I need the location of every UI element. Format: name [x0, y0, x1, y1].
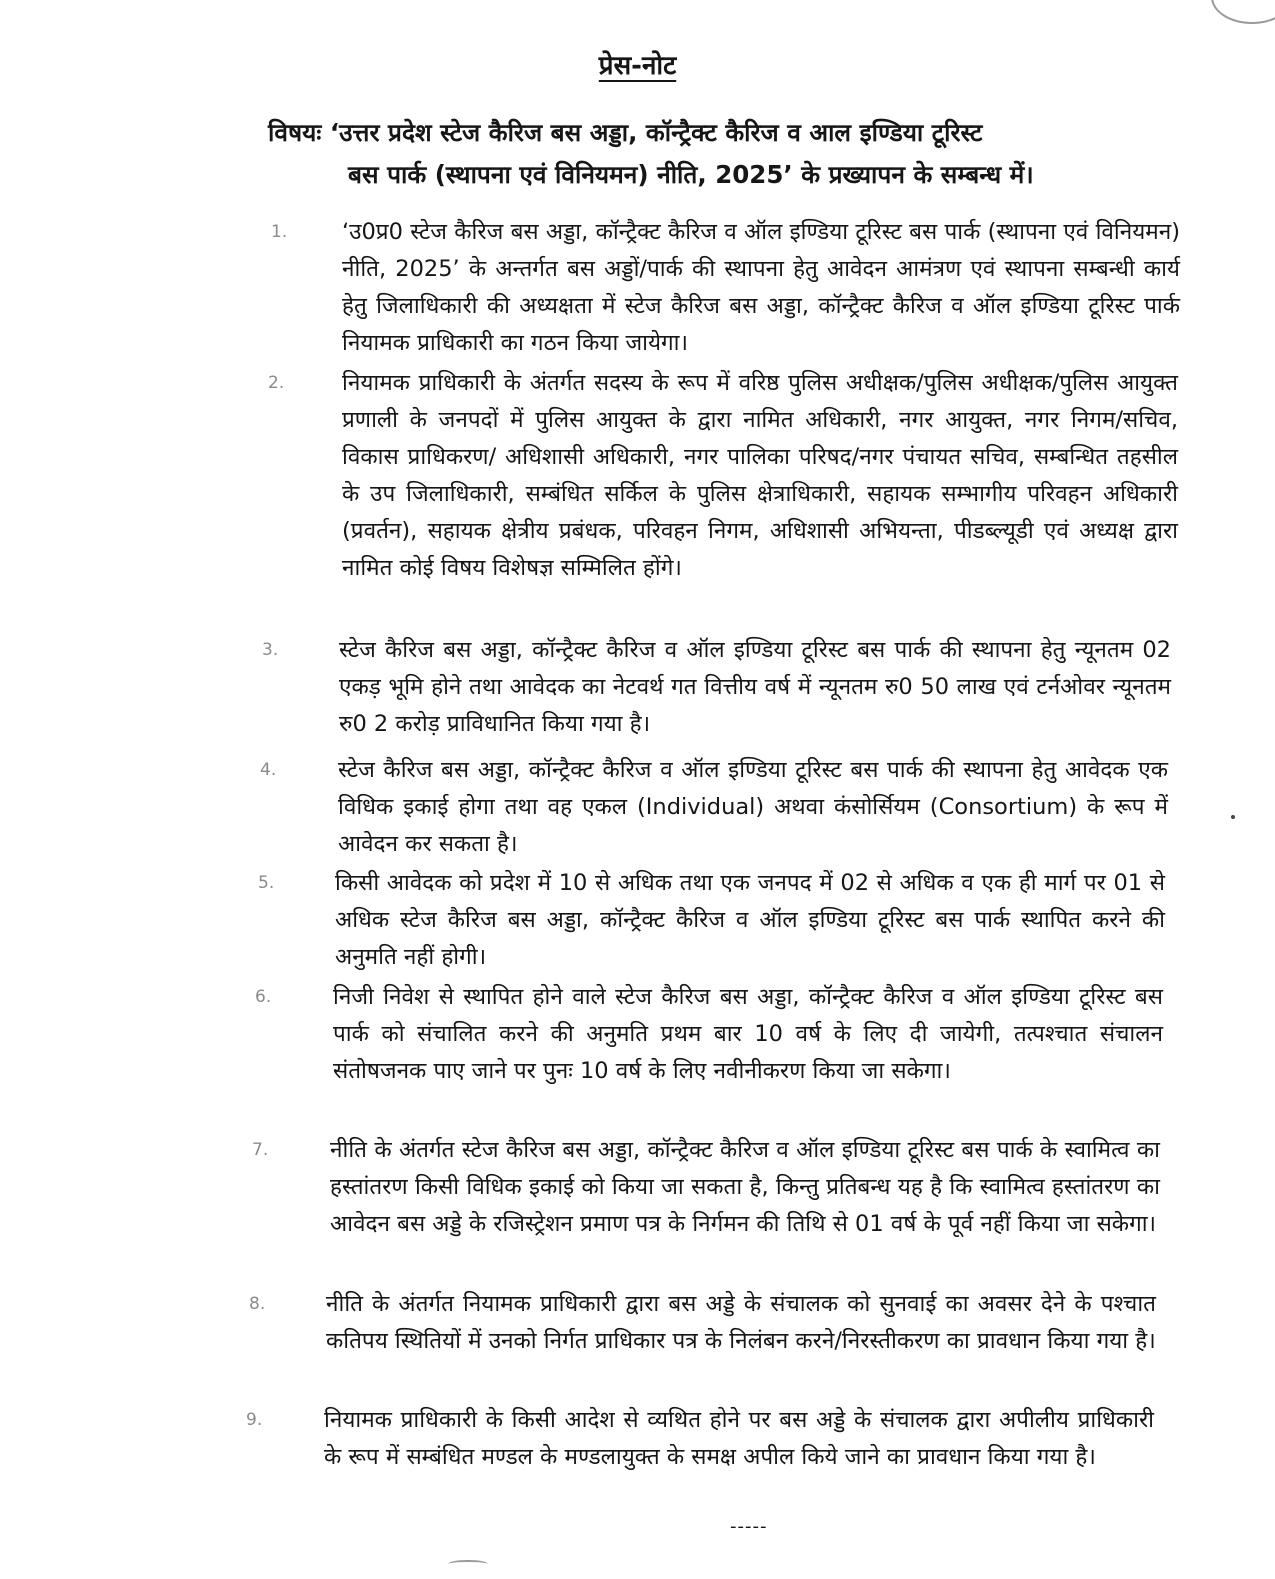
item-text: किसी आवेदक को प्रदेश में 10 से अधिक तथा एक जनपद में 02 से अधिक व एक ही मार्ग पर 01 से अधिक स्टेज कैरिज बस अड्डा, कॉन्ट्रैक्ट कैरिज व ऑल इण्डिया टूरिस्ट बस पार्क स्थापित करने की अनुमति नहीं होगी। [335, 870, 1165, 970]
item-text: स्टेज कैरिज बस अड्डा, कॉन्ट्रैक्ट कैरिज व ऑल इण्डिया टूरिस्ट बस पार्क की स्थापना हेतु न्यूनतम 02 एकड़ भूमि होने तथा आवेदक का नेटवर्थ गत वित्तीय वर्ष में न्यूनतम रु0 50 लाख एवं टर्नओवर न्यूनतम रु0 2 करोड़ प्राविधानित किया गया है। [339, 637, 1171, 737]
item-text: नीति के अंतर्गत नियामक प्राधिकारी द्वारा बस अड्डे के संचालक को सुनवाई का अवसर देने के पश्चात कतिपय स्थितियों में उनको निर्गत प्राधिकार पत्र के निलंबन करने/निरस्तीकरण का प्रावधान किया गया है। [326, 1291, 1156, 1354]
item-number: 6. [255, 987, 272, 1007]
item-number: 4. [260, 760, 277, 780]
item-number: 8. [249, 1294, 266, 1314]
item-number: 5. [258, 873, 275, 893]
item-text: स्टेज कैरिज बस अड्डा, कॉन्ट्रैक्ट कैरिज व ऑल इण्डिया टूरिस्ट बस पार्क की स्थापना हेतु आवेदक एक विधिक इकाई होगा तथा वह एकल (Individual) अथवा कंसोर्सियम (Consortium) के रूप में आवेदन कर सकता है। [338, 757, 1168, 857]
item-text: नीति के अंतर्गत स्टेज कैरिज बस अड्डा, कॉन्ट्रैक्ट कैरिज व ऑल इण्डिया टूरिस्ट बस पार्क के स्वामित्व का हस्तांतरण किसी विधिक इकाई को किया जा सकता है, किन्तु प्रतिबन्ध यह है कि स्वामित्व हस्तांतरण का आवेदन बस अड्डे के रजिस्ट्रेशन प्रमाण पत्र के निर्गमन की तिथि से 01 वर्ष के पूर्व नहीं किया जा सकेगा। [330, 1137, 1160, 1237]
item-text: निजी निवेश से स्थापित होने वाले स्टेज कैरिज बस अड्डा, कॉन्ट्रैक्ट कैरिज व ऑल इण्डिया टूरिस्ट बस पार्क को संचालित करने की अनुमति प्रथम बार 10 वर्ष के लिए दी जायेगी, तत्पश्चात संचालन संतोषजनक पाए जाने पर पुनः 10 वर्ष के लिए नवीनीकरण किया जा सकेगा। [333, 984, 1163, 1084]
item-number: 9. [246, 1410, 263, 1430]
subject-block [268, 112, 1188, 196]
item-number: 7. [252, 1140, 269, 1160]
end-mark: ----- [730, 1516, 768, 1537]
bottom-pen-mark [448, 1560, 488, 1568]
subject-label: विषयः [268, 118, 322, 147]
corner-pen-mark [1211, 0, 1275, 24]
item-text: ‘उ0प्र0 स्टेज कैरिज बस अड्डा, कॉन्ट्रैक्ट कैरिज व ऑल इण्डिया टूरिस्ट बस पार्क (स्थापना एवं विनियमन) नीति, 2025’ के अन्तर्गत बस अड्डों/पार्क की स्थापना हेतु आवेदन आमंत्रण एवं स्थापना सम्बन्धी कार्य हेतु जिलाधिकारी की अध्यक्षता में स्टेज कैरिज बस अड्डा, कॉन्ट्रैक्ट कैरिज व ऑल इण्डिया टूरिस्ट पार्क नियामक प्राधिकारी का गठन किया जायेगा। [342, 219, 1180, 356]
margin-dot [1231, 815, 1235, 819]
subject-line-1 [268, 112, 1188, 154]
subject-text-1: ‘उत्तर प्रदेश स्टेज कैरिज बस अड्डा, कॉन्ट्रैक्ट कैरिज व आल इण्डिया टूरिस्ट [329, 118, 983, 147]
page-title: प्रेस-नोट [598, 51, 677, 81]
item-number: 3. [262, 640, 279, 660]
item-text: नियामक प्राधिकारी के किसी आदेश से व्यथित होने पर बस अड्डे के संचालक द्वारा अपीलीय प्राधिकारी के रूप में सम्बंधित मण्डल के मण्डलायुक्त के समक्ष अपील किये जाने का प्रावधान किया गया है। [324, 1407, 1154, 1470]
subject-line-2: बस पार्क (स्थापना एवं विनियमन) नीति, 2025’ के प्रख्यापन के सम्बन्ध में। [348, 160, 1034, 189]
item-text: नियामक प्राधिकारी के अंतर्गत सदस्य के रूप में वरिष्ठ पुलिस अधीक्षक/पुलिस अधीक्षक/पुलिस आयुक्त प्रणाली के जनपदों में पुलिस आयुक्त के द्वारा नामित अधिकारी, नगर आयुक्त, नगर निगम/सचिव, विकास प्राधिकरण/ अधिशासी अधिकारी, नगर पालिका परिषद/नगर पंचायत सचिव, सम्बन्धित तहसील के उप जिलाधिकारी, सम्बंधित सर्किल के पुलिस क्षेत्राधिकारी, सहायक सम्भागीय परिवहन अधिकारी (प्रवर्तन), सहायक क्षेत्रीय प्रबंधक, परिवहन निगम, अधिशासी अभियन्ता, पीडब्ल्यूडी एवं अध्यक्ष द्वारा नामित कोई विषय विशेषज्ञ सम्मिलित होंगे। [342, 370, 1178, 581]
item-number: 1. [271, 222, 288, 242]
item-number: 2. [268, 373, 285, 393]
